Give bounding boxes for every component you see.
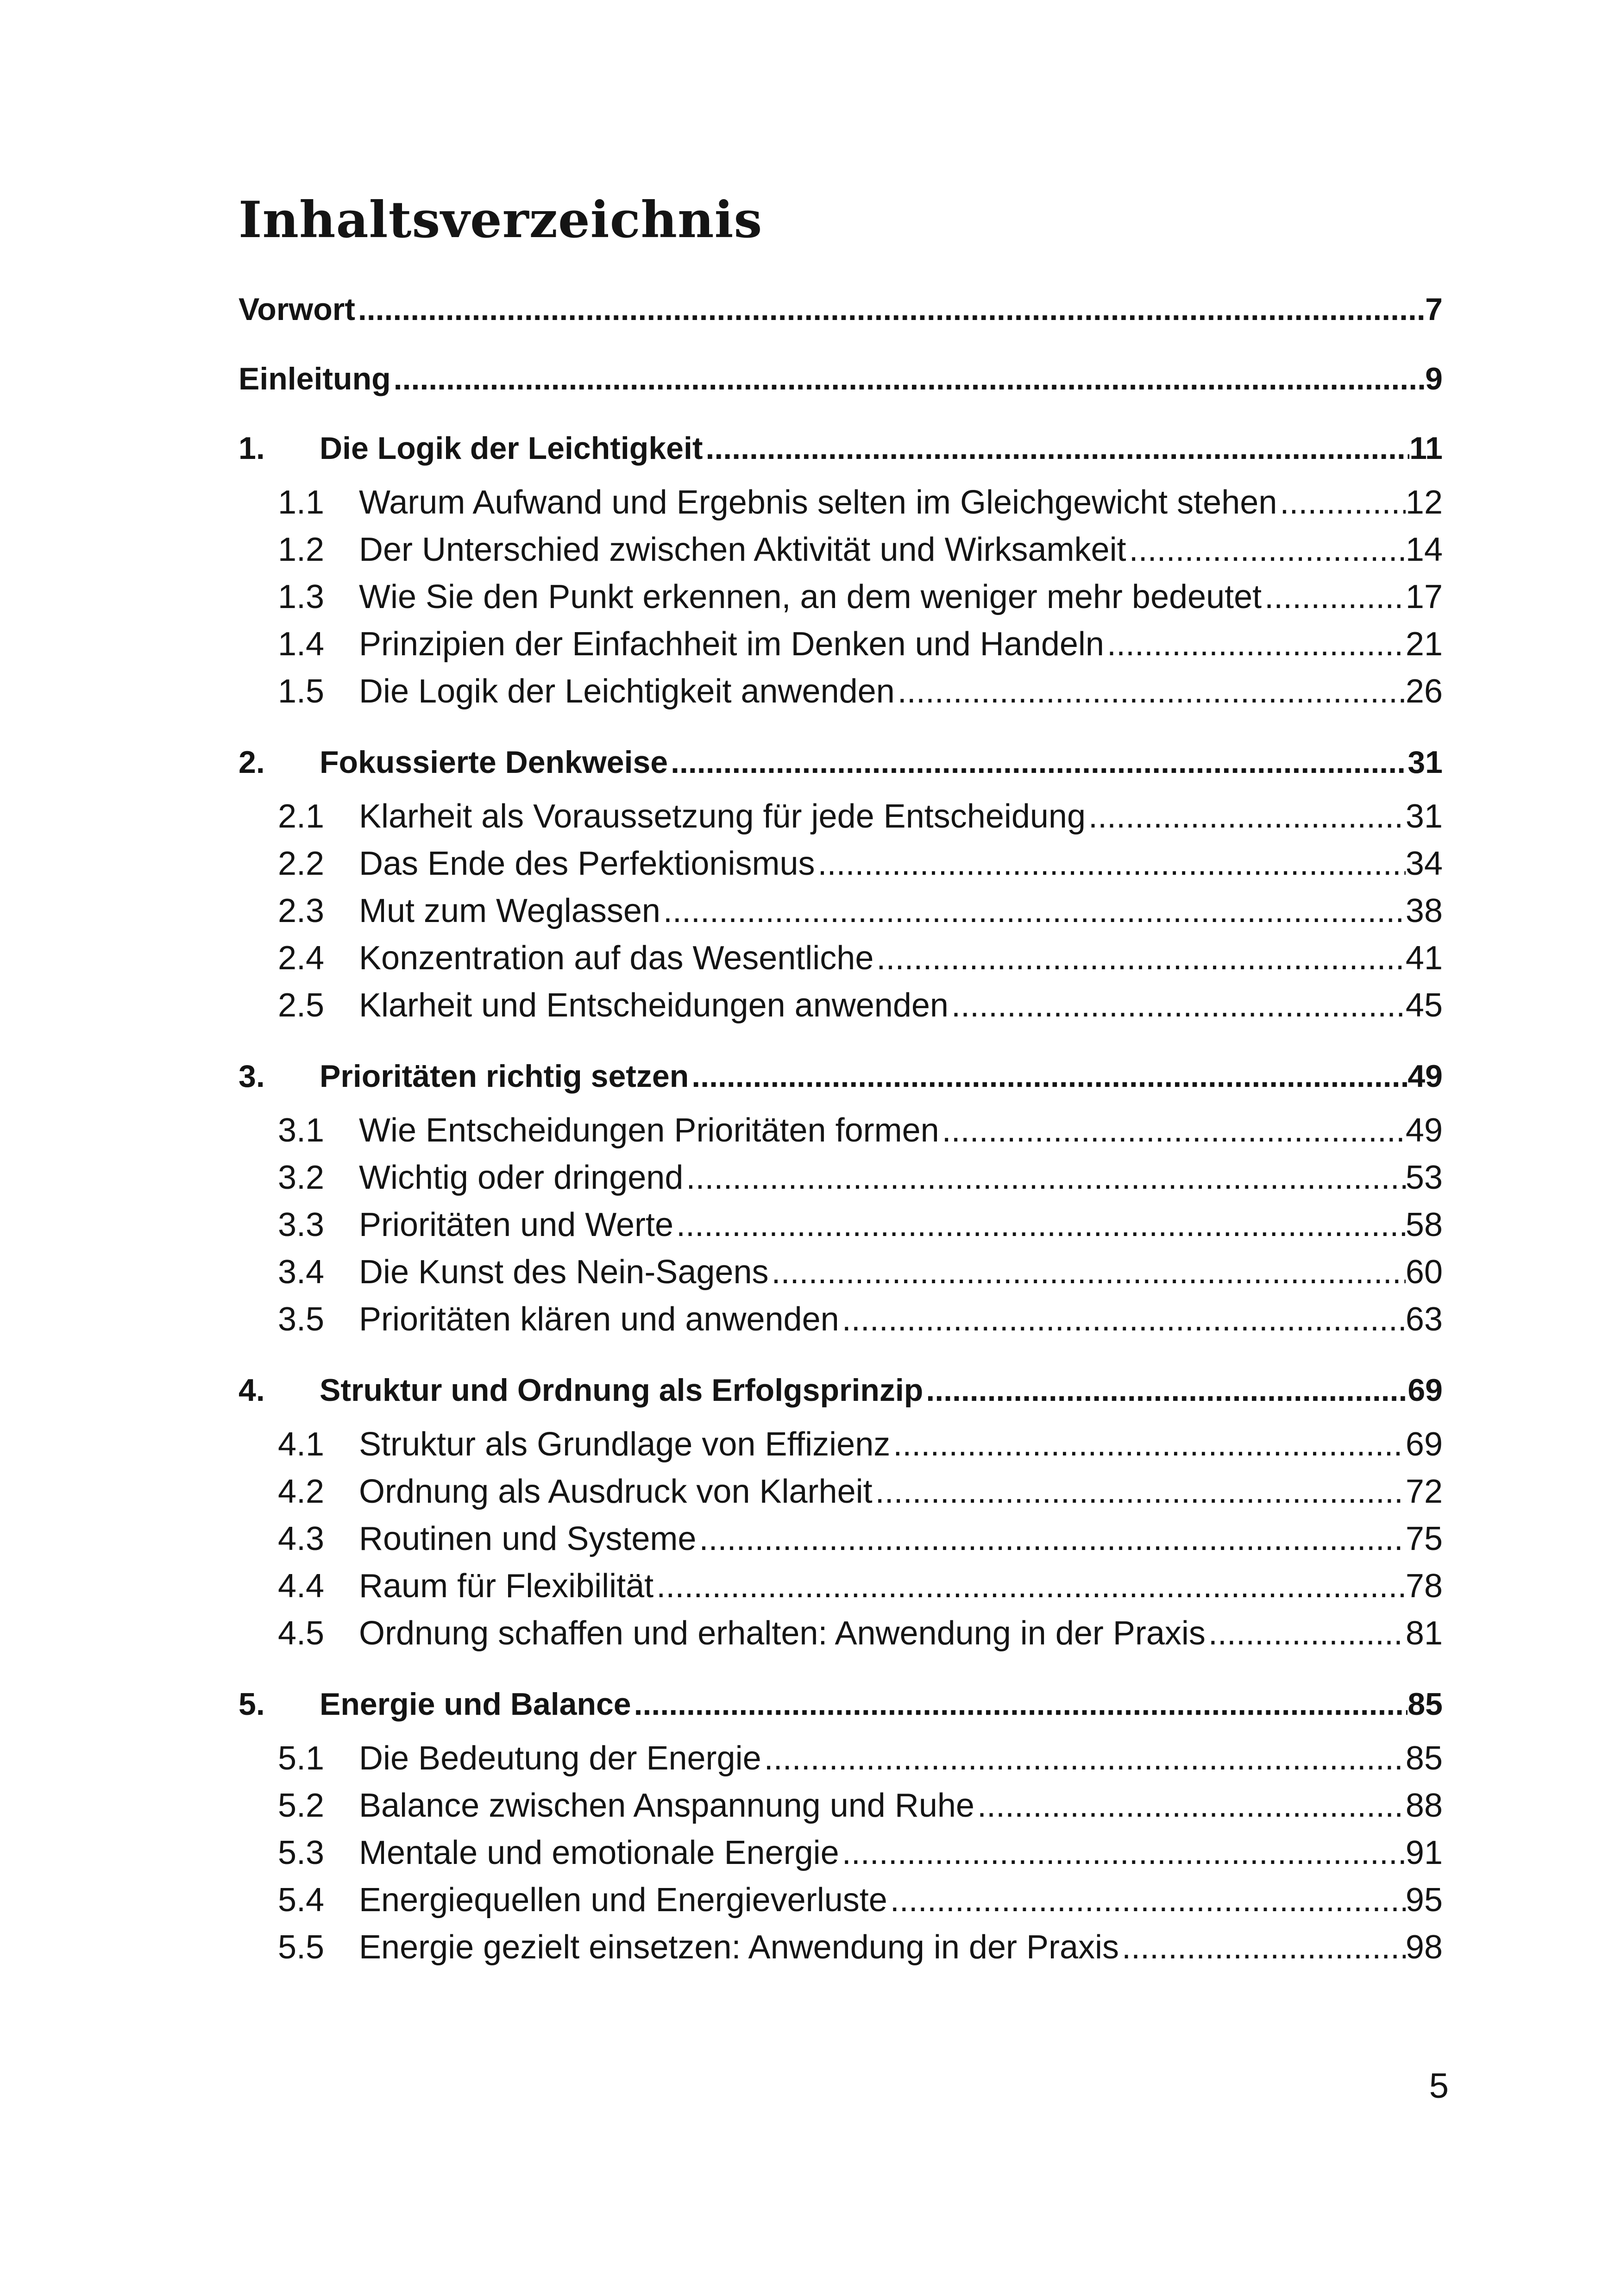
toc-entry-title: Einleitung — [239, 361, 391, 396]
toc-entry-page: 49 — [1405, 1112, 1443, 1149]
toc-entry-number: 3. — [239, 1059, 265, 1094]
toc-entry-number: 2.3 — [278, 892, 325, 929]
toc-entry-number: 4.1 — [278, 1426, 325, 1463]
dot-leader — [895, 668, 1406, 715]
toc-entry-title: Prioritäten klären und anwenden — [359, 1301, 839, 1338]
toc-entry-number: 1.1 — [278, 484, 325, 521]
toc-entry-page: 41 — [1405, 940, 1443, 977]
dot-leader — [890, 1421, 1406, 1468]
dot-leader — [1206, 1610, 1406, 1657]
toc-entry-page: 81 — [1405, 1615, 1443, 1652]
toc-section-4-2[interactable] — [239, 1468, 1443, 1515]
toc-entry-page: 95 — [1405, 1882, 1443, 1919]
toc-entry-title: Klarheit und Entscheidungen anwenden — [359, 987, 949, 1024]
dot-leader — [974, 1782, 1406, 1829]
toc-entry-page: 9 — [1425, 361, 1443, 396]
dot-leader — [1126, 526, 1406, 573]
dot-leader — [673, 1201, 1406, 1248]
dot-leader — [1277, 479, 1406, 526]
toc-entry-number: 2.5 — [278, 987, 325, 1024]
page-title: Inhaltsverzeichnis — [239, 191, 763, 249]
toc-section-1-2[interactable] — [239, 526, 1443, 573]
toc-entry-number: 4.3 — [278, 1520, 325, 1557]
toc-entry-title: Die Logik der Leichtigkeit anwenden — [359, 673, 895, 710]
toc-section-4-1[interactable] — [239, 1421, 1443, 1468]
dot-leader — [653, 1562, 1406, 1610]
dot-leader — [873, 935, 1406, 982]
toc-entry-page: 88 — [1405, 1787, 1443, 1824]
dot-leader — [923, 1368, 1407, 1412]
dot-leader — [1104, 621, 1406, 668]
dot-leader — [631, 1682, 1408, 1726]
dot-leader — [391, 357, 1426, 401]
dot-leader — [703, 426, 1410, 470]
dot-leader — [355, 287, 1425, 332]
dot-leader — [689, 1054, 1407, 1098]
toc-section-3-3[interactable] — [239, 1201, 1443, 1248]
toc-section-2-5[interactable] — [239, 982, 1443, 1029]
toc-entry-page: 31 — [1407, 745, 1443, 780]
dot-leader — [769, 1248, 1406, 1296]
spacer — [239, 470, 1443, 479]
toc-entry-einleitung[interactable] — [239, 357, 1443, 401]
spacer — [239, 1098, 1443, 1107]
toc-entry-title: Struktur als Grundlage von Effizienz — [359, 1426, 891, 1463]
toc-entry-page: 75 — [1405, 1520, 1443, 1557]
toc-entry-number: 1.5 — [278, 673, 325, 710]
toc-section-3-5[interactable] — [239, 1296, 1443, 1343]
toc-entry-title: Prioritäten und Werte — [359, 1206, 674, 1243]
toc-entry-title: Warum Aufwand und Ergebnis selten im Gleichgewicht stehen — [359, 484, 1277, 521]
toc-chapter-5[interactable] — [239, 1682, 1443, 1726]
toc-entry-number: 1.3 — [278, 578, 325, 615]
toc-entry-title: Ordnung schaffen und erhalten: Anwendung in der Praxis — [359, 1615, 1206, 1652]
toc-entry-title: Die Bedeutung der Energie — [359, 1740, 761, 1777]
dot-leader — [949, 982, 1406, 1029]
dot-leader — [815, 840, 1405, 887]
dot-leader — [668, 740, 1407, 784]
toc-entry-title: Struktur und Ordnung als Erfolgsprinzip — [320, 1373, 924, 1408]
toc-entry-number: 2.4 — [278, 940, 325, 977]
toc-entry-number: 2.1 — [278, 798, 325, 835]
dot-leader — [1119, 1924, 1406, 1971]
toc-entry-title: Das Ende des Perfektionismus — [359, 845, 815, 882]
toc-entry-page: 60 — [1405, 1254, 1443, 1291]
toc-entry-number: 3.2 — [278, 1159, 325, 1196]
page-number: 5 — [1429, 2066, 1449, 2106]
toc-entry-number: 1. — [239, 431, 265, 466]
toc-entry-number: 1.4 — [278, 626, 325, 663]
dot-leader — [1086, 793, 1406, 840]
toc-entry-vorwort[interactable] — [239, 287, 1443, 332]
toc-entry-number: 4.5 — [278, 1615, 325, 1652]
toc-section-5-2[interactable] — [239, 1782, 1443, 1829]
dot-leader — [873, 1468, 1406, 1515]
toc-section-1-1[interactable] — [239, 479, 1443, 526]
toc-chapter-4[interactable] — [239, 1368, 1443, 1412]
toc-entry-title: Routinen und Systeme — [359, 1520, 697, 1557]
toc-entry-number: 3.3 — [278, 1206, 325, 1243]
toc-entry-title: Balance zwischen Anspannung und Ruhe — [359, 1787, 974, 1824]
toc-chapter-2[interactable] — [239, 740, 1443, 784]
toc-entry-page: 11 — [1409, 431, 1443, 466]
spacer — [239, 1412, 1443, 1421]
toc-entry-page: 34 — [1405, 845, 1443, 882]
toc-section-4-4[interactable] — [239, 1562, 1443, 1610]
dot-leader — [660, 887, 1406, 935]
toc-section-4-3[interactable] — [239, 1515, 1443, 1562]
toc-entry-page: 69 — [1405, 1426, 1443, 1463]
toc-entry-title: Wie Sie den Punkt erkennen, an dem weniger mehr bedeutet — [359, 578, 1262, 615]
toc-section-2-3[interactable] — [239, 887, 1443, 935]
toc-section-2-1[interactable] — [239, 793, 1443, 840]
toc-entry-page: 26 — [1405, 673, 1443, 710]
toc-entry-number: 4.2 — [278, 1473, 325, 1510]
toc-entry-number: 5.5 — [278, 1929, 325, 1966]
toc-entry-title: Die Logik der Leichtigkeit — [320, 431, 703, 466]
toc-entry-page: 91 — [1405, 1834, 1443, 1871]
toc-entry-page: 7 — [1425, 292, 1443, 327]
toc-entry-page: 63 — [1405, 1301, 1443, 1338]
toc-section-5-4[interactable] — [239, 1876, 1443, 1924]
toc-entry-title: Ordnung als Ausdruck von Klarheit — [359, 1473, 873, 1510]
toc-section-2-4[interactable] — [239, 935, 1443, 982]
toc-entry-title: Raum für Flexibilität — [359, 1568, 654, 1605]
toc-entry-page: 14 — [1405, 531, 1443, 568]
toc-section-3-4[interactable] — [239, 1248, 1443, 1296]
toc-section-5-5[interactable] — [239, 1924, 1443, 1971]
toc-entry-page: 78 — [1405, 1568, 1443, 1605]
toc-entry-number: 4.4 — [278, 1568, 325, 1605]
toc-entry-title: Die Kunst des Nein-Sagens — [359, 1254, 769, 1291]
toc-entry-title: Energie gezielt einsetzen: Anwendung in der Praxis — [359, 1929, 1119, 1966]
toc-section-1-5[interactable] — [239, 668, 1443, 715]
toc-entry-number: 2. — [239, 745, 265, 780]
spacer — [239, 1726, 1443, 1735]
toc-entry-title: Mut zum Weglassen — [359, 892, 660, 929]
toc-entry-number: 5. — [239, 1687, 265, 1722]
toc-section-4-5[interactable] — [239, 1610, 1443, 1657]
toc-entry-page: 69 — [1407, 1373, 1443, 1408]
toc-section-1-3[interactable] — [239, 573, 1443, 621]
toc-entry-title: Vorwort — [239, 292, 355, 327]
toc-entry-page: 31 — [1405, 798, 1443, 835]
toc-entry-page: 49 — [1407, 1059, 1443, 1094]
toc-entry-page: 58 — [1405, 1206, 1443, 1243]
toc-entry-page: 53 — [1405, 1159, 1443, 1196]
toc-section-3-2[interactable] — [239, 1154, 1443, 1201]
dot-leader — [939, 1107, 1406, 1154]
toc-entry-page: 12 — [1405, 484, 1443, 521]
toc-entry-title: Klarheit als Voraussetzung für jede Entscheidung — [359, 798, 1086, 835]
dot-leader — [683, 1154, 1406, 1201]
toc-entry-number: 5.4 — [278, 1882, 325, 1919]
toc-entry-page: 45 — [1405, 987, 1443, 1024]
toc-entry-number: 5.1 — [278, 1740, 325, 1777]
toc-section-1-4[interactable] — [239, 621, 1443, 668]
dot-leader — [839, 1296, 1406, 1343]
dot-leader — [887, 1876, 1406, 1924]
toc-entry-number: 4. — [239, 1373, 265, 1408]
toc-entry-title: Mentale und emotionale Energie — [359, 1834, 839, 1871]
dot-leader — [839, 1829, 1406, 1876]
toc-entry-title: Wie Entscheidungen Prioritäten formen — [359, 1112, 939, 1149]
toc-entry-number: 5.3 — [278, 1834, 325, 1871]
spacer — [239, 784, 1443, 793]
toc-entry-title: Prioritäten richtig setzen — [320, 1059, 689, 1094]
toc-entry-page: 98 — [1405, 1929, 1443, 1966]
toc-section-5-3[interactable] — [239, 1829, 1443, 1876]
toc-entry-title: Wichtig oder dringend — [359, 1159, 684, 1196]
dot-leader — [761, 1735, 1406, 1782]
toc-entry-page: 85 — [1405, 1740, 1443, 1777]
toc-entry-number: 3.4 — [278, 1254, 325, 1291]
toc-entry-title: Der Unterschied zwischen Aktivität und Wirksamkeit — [359, 531, 1126, 568]
toc-entry-title: Fokussierte Denkweise — [320, 745, 668, 780]
toc-entry-title: Konzentration auf das Wesentliche — [359, 940, 874, 977]
table-of-contents — [239, 287, 1443, 1971]
toc-entry-title: Energiequellen und Energieverluste — [359, 1882, 887, 1919]
toc-entry-number: 2.2 — [278, 845, 325, 882]
toc-entry-number: 3.5 — [278, 1301, 325, 1338]
dot-leader — [1262, 573, 1406, 621]
toc-entry-title: Prinzipien der Einfachheit im Denken und Handeln — [359, 626, 1104, 663]
toc-section-3-1[interactable] — [239, 1107, 1443, 1154]
toc-entry-page: 85 — [1407, 1687, 1443, 1722]
dot-leader — [696, 1515, 1405, 1562]
toc-entry-number: 3.1 — [278, 1112, 325, 1149]
toc-section-5-1[interactable] — [239, 1735, 1443, 1782]
toc-entry-number: 5.2 — [278, 1787, 325, 1824]
toc-entry-page: 38 — [1405, 892, 1443, 929]
toc-section-2-2[interactable] — [239, 840, 1443, 887]
toc-entry-number: 1.2 — [278, 531, 325, 568]
toc-entry-page: 72 — [1405, 1473, 1443, 1510]
toc-chapter-1[interactable] — [239, 426, 1443, 470]
toc-chapter-3[interactable] — [239, 1054, 1443, 1098]
toc-entry-page: 21 — [1405, 626, 1443, 663]
chapter-list — [239, 426, 1443, 1971]
toc-entry-page: 17 — [1405, 578, 1443, 615]
toc-entry-title: Energie und Balance — [320, 1687, 631, 1722]
